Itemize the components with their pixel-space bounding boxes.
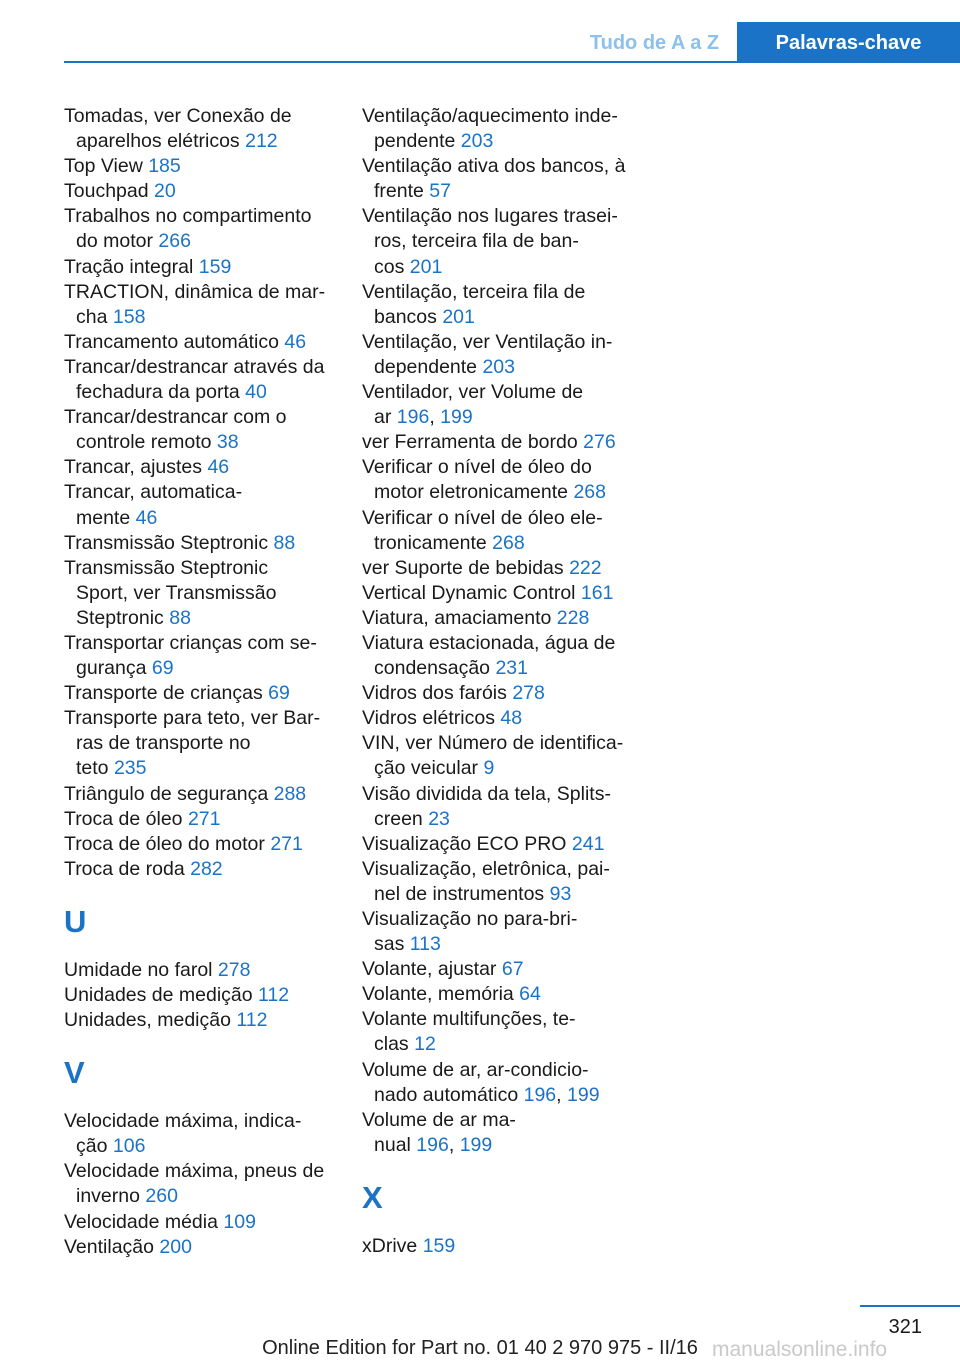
index-entry-text: Unidades, medição [64,1009,231,1032]
index-entry: Volume de ar ma‐ nual 196, 199 [362,1108,516,1156]
watermark: manualsonline.info [712,1338,888,1361]
index-entry [64,782,336,807]
index-entry [362,330,634,380]
page-reference-link[interactable]: 271 [187,807,221,830]
index-entry-text: Troca de óleo do motor [64,832,265,855]
page-reference-link[interactable]: 185 [148,155,181,178]
index-entry-text: ar [374,406,392,429]
index-entry-text: frente [374,180,424,203]
index-entry [362,506,634,556]
index-entry-text: Transportar crianças com se‐ [64,631,317,654]
index-entry [64,958,336,983]
page-reference-link[interactable]: 203 [460,130,494,153]
index-entry-text: controle remoto [76,431,212,454]
index-entry [64,255,336,280]
index-entry-text: Ventilação ativa dos bancos, à [362,155,626,178]
index-entry-text: condensação [374,657,491,680]
index-entry-text: mente [76,506,131,529]
index-entry [64,983,336,1008]
index-entry [64,204,336,254]
index-entry [64,631,336,681]
index-entry-text: Touchpad [64,180,149,203]
index-entry-text: Viatura, amaciamento [362,606,552,629]
index-entry-text: Ventilação [64,1235,154,1258]
index-entry [362,1234,634,1259]
index-entry-text: Triângulo de segurança [64,782,269,805]
page-reference-link[interactable]: 48 [500,707,523,730]
index-letter-heading: V [64,1055,85,1091]
index-entry [64,1109,336,1159]
index-entry-text: Vidros dos faróis [362,682,507,705]
page-reference-link[interactable]: 268 [492,531,525,554]
index-entry [64,681,336,706]
index-entry-text: Velocidade máxima, indica‐ [64,1110,302,1133]
index-entry-text: nel de instrumentos [374,882,545,905]
page-reference-link[interactable]: 231 [495,657,528,680]
page-reference-link[interactable]: 278 [217,958,251,981]
index-entry-text: ver Suporte de bebidas [362,556,564,579]
index-entry-text: pendente [374,130,456,153]
index-entry-text: Vidros elétricos [362,707,495,730]
index-entry-text: Verificar o nível de óleo ele‐ [362,506,603,529]
page-reference-link[interactable]: 112 [258,984,290,1006]
index-entry-text: Volume de ar, ar-condicio‐ [362,1058,589,1081]
page-reference-link[interactable]: 200 [159,1235,192,1258]
page-reference-link[interactable]: 228 [556,606,590,629]
page-reference-link[interactable]: 196 [523,1083,557,1106]
index-entry-text: teto [76,757,109,780]
page-reference-link[interactable]: 235 [113,757,147,780]
index-entry [362,280,634,330]
index-entry-text: Visualização ECO PRO [362,832,567,855]
index-entry-text: Sport, ver Transmissão [76,581,277,604]
page-reference-link[interactable]: 199 [459,1133,493,1156]
index-entry [64,1159,336,1209]
index-entry-text: ção [76,1135,108,1158]
index-entry-text: Verificar o nível de óleo do [362,456,592,479]
index-entry [64,531,336,556]
page-reference-link[interactable]: 199 [567,1083,600,1106]
page-reference-link[interactable]: 260 [145,1185,178,1208]
page-reference-link[interactable]: 203 [482,355,515,378]
page-reference-link[interactable]: 64 [519,983,541,1006]
page-reference-link[interactable]: 69 [268,682,290,705]
index-entry-text: Volante, memória [362,983,514,1006]
index-entry [64,355,336,405]
index-entry-text: creen [374,807,423,830]
page-reference-link[interactable]: 282 [190,857,223,880]
index-entry [362,104,634,154]
index-entry-text: clas [374,1033,409,1056]
index-entry-text: Visualização no para-bri‐ [362,908,578,930]
index-entry-text: Ventilação, ver Ventilação in‐ [362,330,613,353]
page-reference-link[interactable]: 159 [422,1234,456,1257]
page-reference-link[interactable]: 158 [112,305,146,328]
tab-tudo-de-a-a-z[interactable]: Tudo de A a Z [589,32,720,54]
index-entry [362,455,634,505]
index-entry: Ventilador, ver Volume de ar 196, 199 [362,381,584,429]
index-entry-text: ver Ferramenta de bordo [362,431,578,454]
index-entry-text: do motor [76,230,153,253]
index-entry-text: Transmissão Steptronic [64,556,269,579]
index-entry-text: Troca de óleo [64,807,183,830]
index-entry-text: Ventilação nos lugares trasei‐ [362,205,618,228]
index-entry-text: Vertical Dynamic Control [362,581,576,604]
index-entry [64,330,336,355]
index-entry-text: inverno [76,1185,140,1208]
index-entry-text: Volante multifunções, te‐ [362,1008,576,1031]
index-entry [64,1008,336,1033]
index-entry-text: xDrive [362,1234,418,1257]
index-entry [64,832,336,857]
index-entry-text: Transporte de crianças [64,682,263,705]
index-letter-heading: U [64,903,87,939]
index-entry-text: Tomadas, ver Conexão de [64,105,292,127]
index-entry [64,154,336,179]
page-reference-link[interactable]: 241 [571,832,605,855]
index-entry-text: motor eletronicamente [374,481,569,504]
index-entry-text: Troca de roda [64,857,185,880]
index-entry-text: Visão dividida da tela, Splits‐ [362,782,611,805]
page-reference-link[interactable]: 278 [512,682,545,705]
index-entry [64,556,336,631]
page-reference-link[interactable]: 112 [236,1009,268,1032]
index-entry [64,455,336,480]
index-entry-text: Volume de ar ma‐ [362,1108,516,1131]
page-reference-link[interactable]: 46 [135,506,158,529]
index-entry-text: Trabalhos no compartimento [64,205,312,228]
footer-edition-text: Online Edition for Part no. 01 40 2 970 975 - II/16 [262,1337,698,1359]
index-entry [362,581,634,606]
index-entry-text: fechadura da porta [76,381,240,404]
index-entry-text: VIN, ver Número de identifica‐ [362,732,624,755]
page-reference-link[interactable]: 40 [245,381,267,404]
index-entry-text: sas [374,933,405,956]
index-entry-text: bancos [374,305,437,328]
page-reference-link[interactable]: 201 [442,305,475,328]
page-reference-link[interactable]: 199 [440,406,473,429]
index-entry [362,731,634,781]
index-entry [64,179,336,204]
index-entry-text: Ventilação/aquecimento inde‐ [362,105,618,127]
index-entry [64,1210,336,1235]
index-entry [362,907,634,957]
index-entry [362,1007,634,1057]
index-entry-text: Volante, ajustar [362,958,497,981]
index-entry [64,857,336,882]
index-entry [362,430,634,455]
page-number-rule [860,1305,960,1307]
page-reference-link[interactable]: 46 [284,330,307,353]
index-entry-text: ção veicular [374,757,479,780]
index-entry [64,1235,336,1260]
page-reference-link[interactable]: 271 [270,832,303,855]
index-entry [362,982,634,1007]
page-reference-link[interactable]: 20 [154,180,176,203]
page-reference-link[interactable]: 109 [223,1210,256,1233]
index-entry-text: nado automático [374,1083,519,1106]
page-reference-link[interactable]: 88 [169,606,191,629]
index-entry-text: Transporte para teto, ver Bar‐ [64,707,321,730]
index-entry-text: cos [374,255,405,278]
page-reference-link[interactable]: 38 [216,431,239,454]
index-entry-text: Trancar/destrancar através da [64,355,325,378]
page-reference-link[interactable]: 106 [112,1135,146,1158]
index-entry [362,782,634,832]
index-entry-text: cha [76,305,108,328]
page-reference-link[interactable]: 212 [245,130,278,153]
page-reference-link[interactable]: 88 [273,531,296,554]
index-entry [362,204,634,279]
page-reference-link[interactable]: 196 [396,406,430,429]
page-reference-link[interactable]: 222 [569,556,602,579]
page-reference-link[interactable]: 23 [428,807,450,830]
index-entry-text: Trancar, automatica‐ [64,481,243,504]
index-entry-text: Tração integral [64,255,194,278]
index-entry-text: Viatura estacionada, água de [362,631,616,654]
page-reference-link[interactable]: 276 [583,431,616,454]
index-entry: Volume de ar, ar-condicio‐ nado automático 196, 199 [362,1058,600,1106]
page-reference-link[interactable]: 196 [416,1133,449,1156]
tab-palavras-chave[interactable]: Palavras-chave [737,22,960,62]
page-reference-link[interactable]: 201 [409,255,443,278]
index-entry-text: Visualização, eletrônica, pai‐ [362,857,610,880]
page-reference-link[interactable]: 159 [198,255,232,278]
index-entry-text: Velocidade máxima, pneus de [64,1160,325,1183]
index-entry-text: Transmissão Steptronic [64,531,269,554]
header-rule [64,61,960,63]
index-entry-text: Unidades de medição [64,984,253,1006]
index-entry-text: tronicamente [374,531,487,554]
page-number: 321 [888,1316,922,1338]
page-reference-link[interactable]: 161 [580,581,614,604]
index-entry-text: gurança [76,657,147,680]
index-entry-text: ras de transporte no [76,732,251,755]
page-reference-link[interactable]: 46 [207,456,230,479]
page-reference-link[interactable]: 113 [409,933,441,956]
index-entry-text: Umidade no farol [64,958,213,981]
index-entry [64,104,336,154]
index-entry-text: Ventilação, terceira fila de [362,280,586,303]
index-entry-text: dependente [374,355,478,378]
index-entry [64,706,336,781]
index-entry [362,857,634,907]
index-column-right [362,104,634,1259]
page-reference-link[interactable]: 9 [483,757,495,780]
index-entry [362,606,634,631]
page-reference-link[interactable]: 93 [549,882,572,905]
page-reference-link[interactable]: 67 [501,958,524,981]
index-column-left [64,104,336,1260]
index-entry-text: nual [374,1133,411,1156]
index-entry [64,807,336,832]
index-entry-text: Trancar/destrancar com o [64,406,287,429]
index-entry-text: Trancamento automático [64,330,279,353]
index-entry [64,480,336,530]
index-entry-text: TRACTION, dinâmica de mar‐ [64,280,326,303]
index-entry [64,405,336,455]
index-entry [362,681,634,706]
page-reference-link[interactable]: 12 [414,1033,436,1056]
page-reference-link[interactable]: 268 [573,481,606,504]
index-entry [362,706,634,731]
page-reference-link[interactable]: 57 [429,180,451,203]
index-entry-text: Steptronic [76,606,164,629]
index-entry-text: Ventilador, ver Volume de [362,381,584,404]
page-reference-link[interactable]: 69 [151,657,174,680]
index-entry [362,832,634,857]
index-entry [362,556,634,581]
index-entry-text: ros, terceira fila de ban‐ [374,230,579,253]
page-reference-link[interactable]: 288 [273,782,307,805]
index-entry [64,280,336,330]
page-reference-link[interactable]: 266 [158,230,191,253]
index-entry-text: Velocidade média [64,1210,218,1233]
index-entry-text: Trancar, ajustes [64,456,203,479]
index-entry [362,631,634,681]
index-entry [362,957,634,982]
index-entry-text: aparelhos elétricos [76,130,240,153]
index-entry-text: Top View [64,155,143,178]
index-entry [362,154,634,204]
index-letter-heading: X [362,1179,383,1215]
